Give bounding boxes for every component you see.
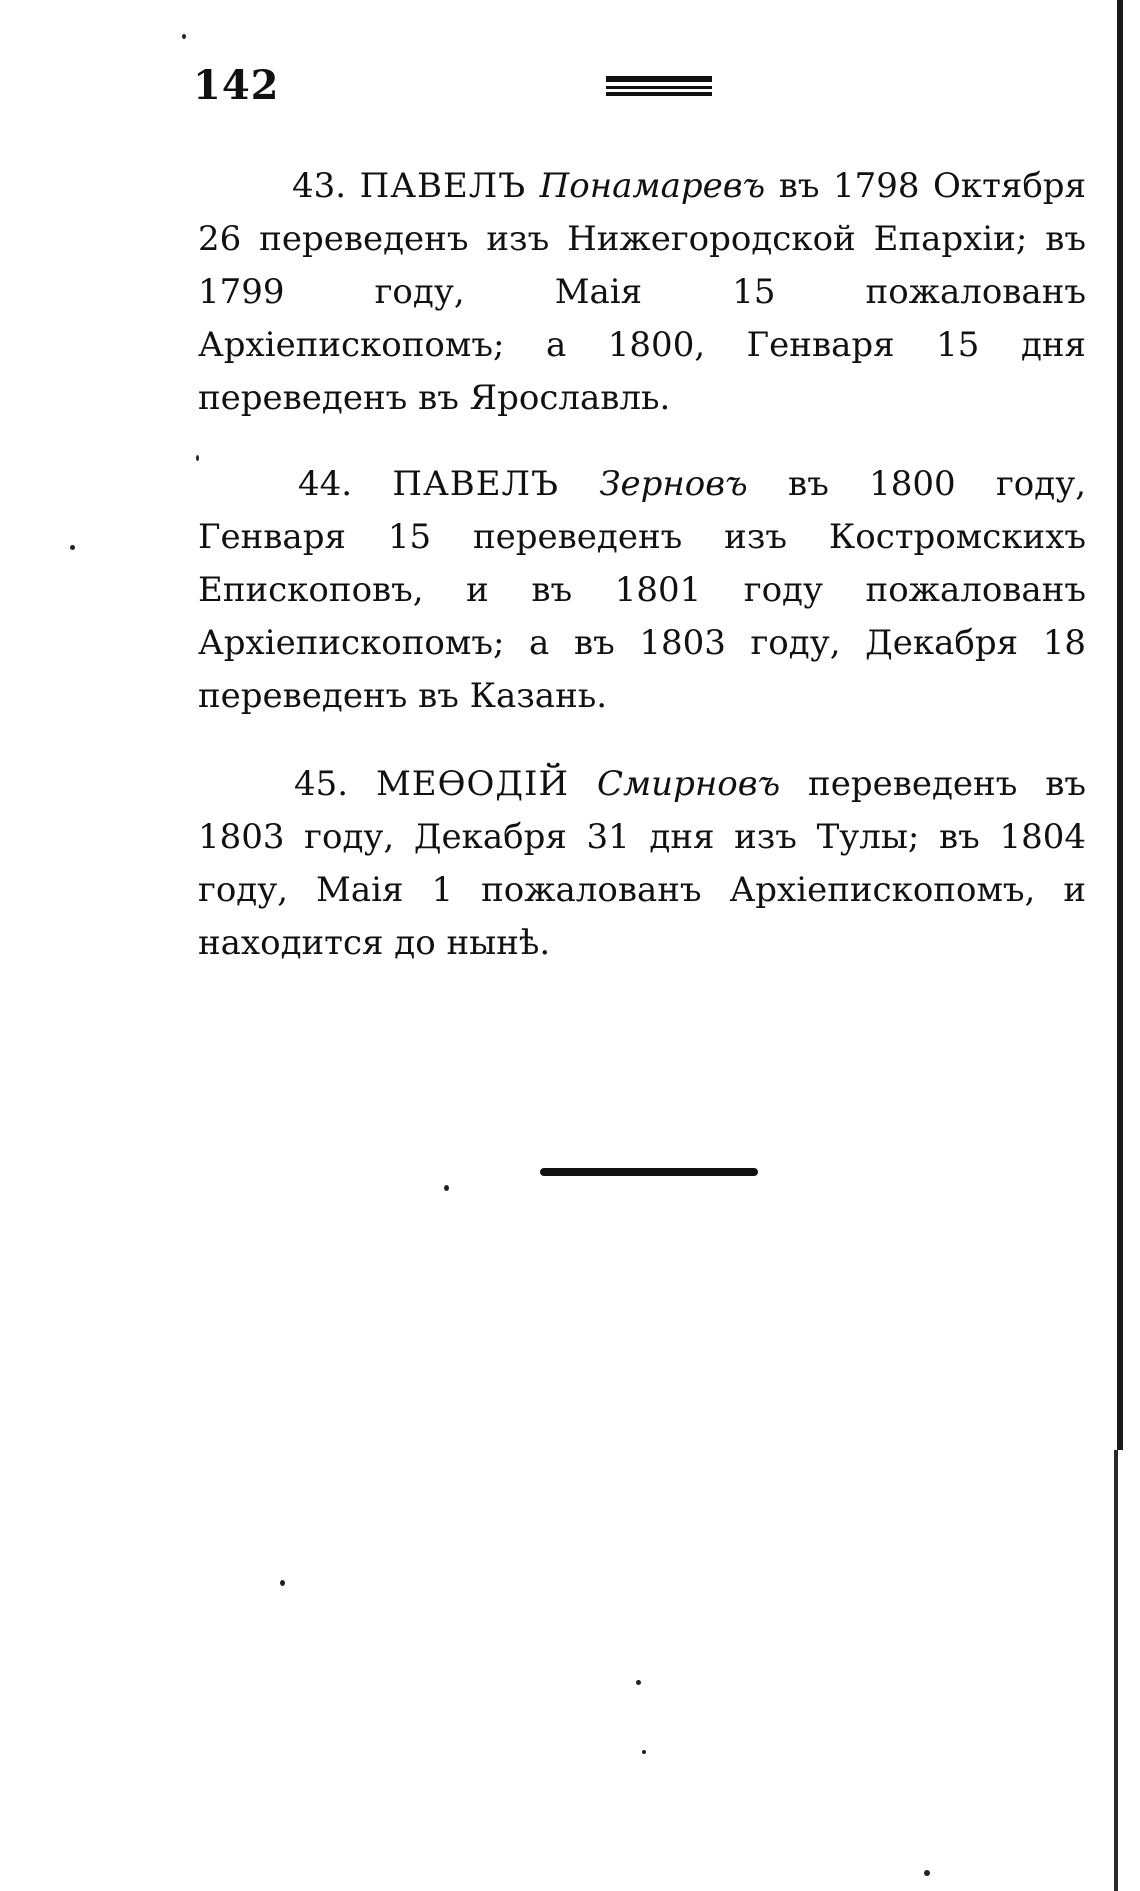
page-edge-shadow — [1117, 0, 1123, 1450]
entry-43 — [198, 160, 1086, 425]
entry-number: 44. — [298, 464, 353, 504]
paper-speck — [182, 34, 186, 39]
header-ornament-rule — [606, 76, 712, 96]
entry-surname: Понамаревъ — [539, 166, 766, 206]
entry-44 — [198, 458, 1086, 723]
entry-name: ПАВЕЛЪ — [392, 464, 559, 504]
entry-45 — [198, 758, 1086, 970]
page-edge-shadow-lower — [1114, 1450, 1118, 1891]
entry-text: переведенъ въ 1803 году, Декабря 31 дня изъ Тулы; въ 1804 году, Маія 1 пожалованъ Архіепископомъ, и находится до нынѣ. — [198, 764, 1086, 963]
page-number: 142 — [193, 62, 280, 109]
paper-speck — [70, 545, 75, 550]
closing-rule — [540, 1168, 758, 1176]
paper-speck — [196, 455, 199, 461]
paper-speck — [280, 1580, 285, 1586]
entry-text: въ 1798 Октября 26 переведенъ изъ Нижегородской Епархіи; въ 1799 году, Маія 15 пожалованъ Архіепископомъ; а 1800, Генваря 15 дня переведенъ въ Ярославль. — [198, 166, 1087, 418]
entry-name: МЕѲОДІЙ — [375, 764, 570, 804]
entry-number: 43. — [292, 166, 347, 206]
paper-speck — [444, 1185, 449, 1191]
entry-surname: Смирновъ — [596, 764, 781, 804]
entry-surname: Зерновъ — [599, 464, 748, 504]
paper-speck — [636, 1680, 641, 1685]
entry-number: 45. — [294, 764, 349, 804]
paper-speck — [642, 1750, 646, 1754]
entry-name: ПАВЕЛЪ — [359, 166, 527, 206]
paper-speck — [924, 1870, 930, 1876]
entry-text: въ 1800 году, Генваря 15 переведенъ изъ Костромскихъ Епископовъ, и въ 1801 году пожалованъ Архіепископомъ; а въ 1803 году, Декабря 18 переведенъ въ Казань. — [198, 464, 1087, 716]
